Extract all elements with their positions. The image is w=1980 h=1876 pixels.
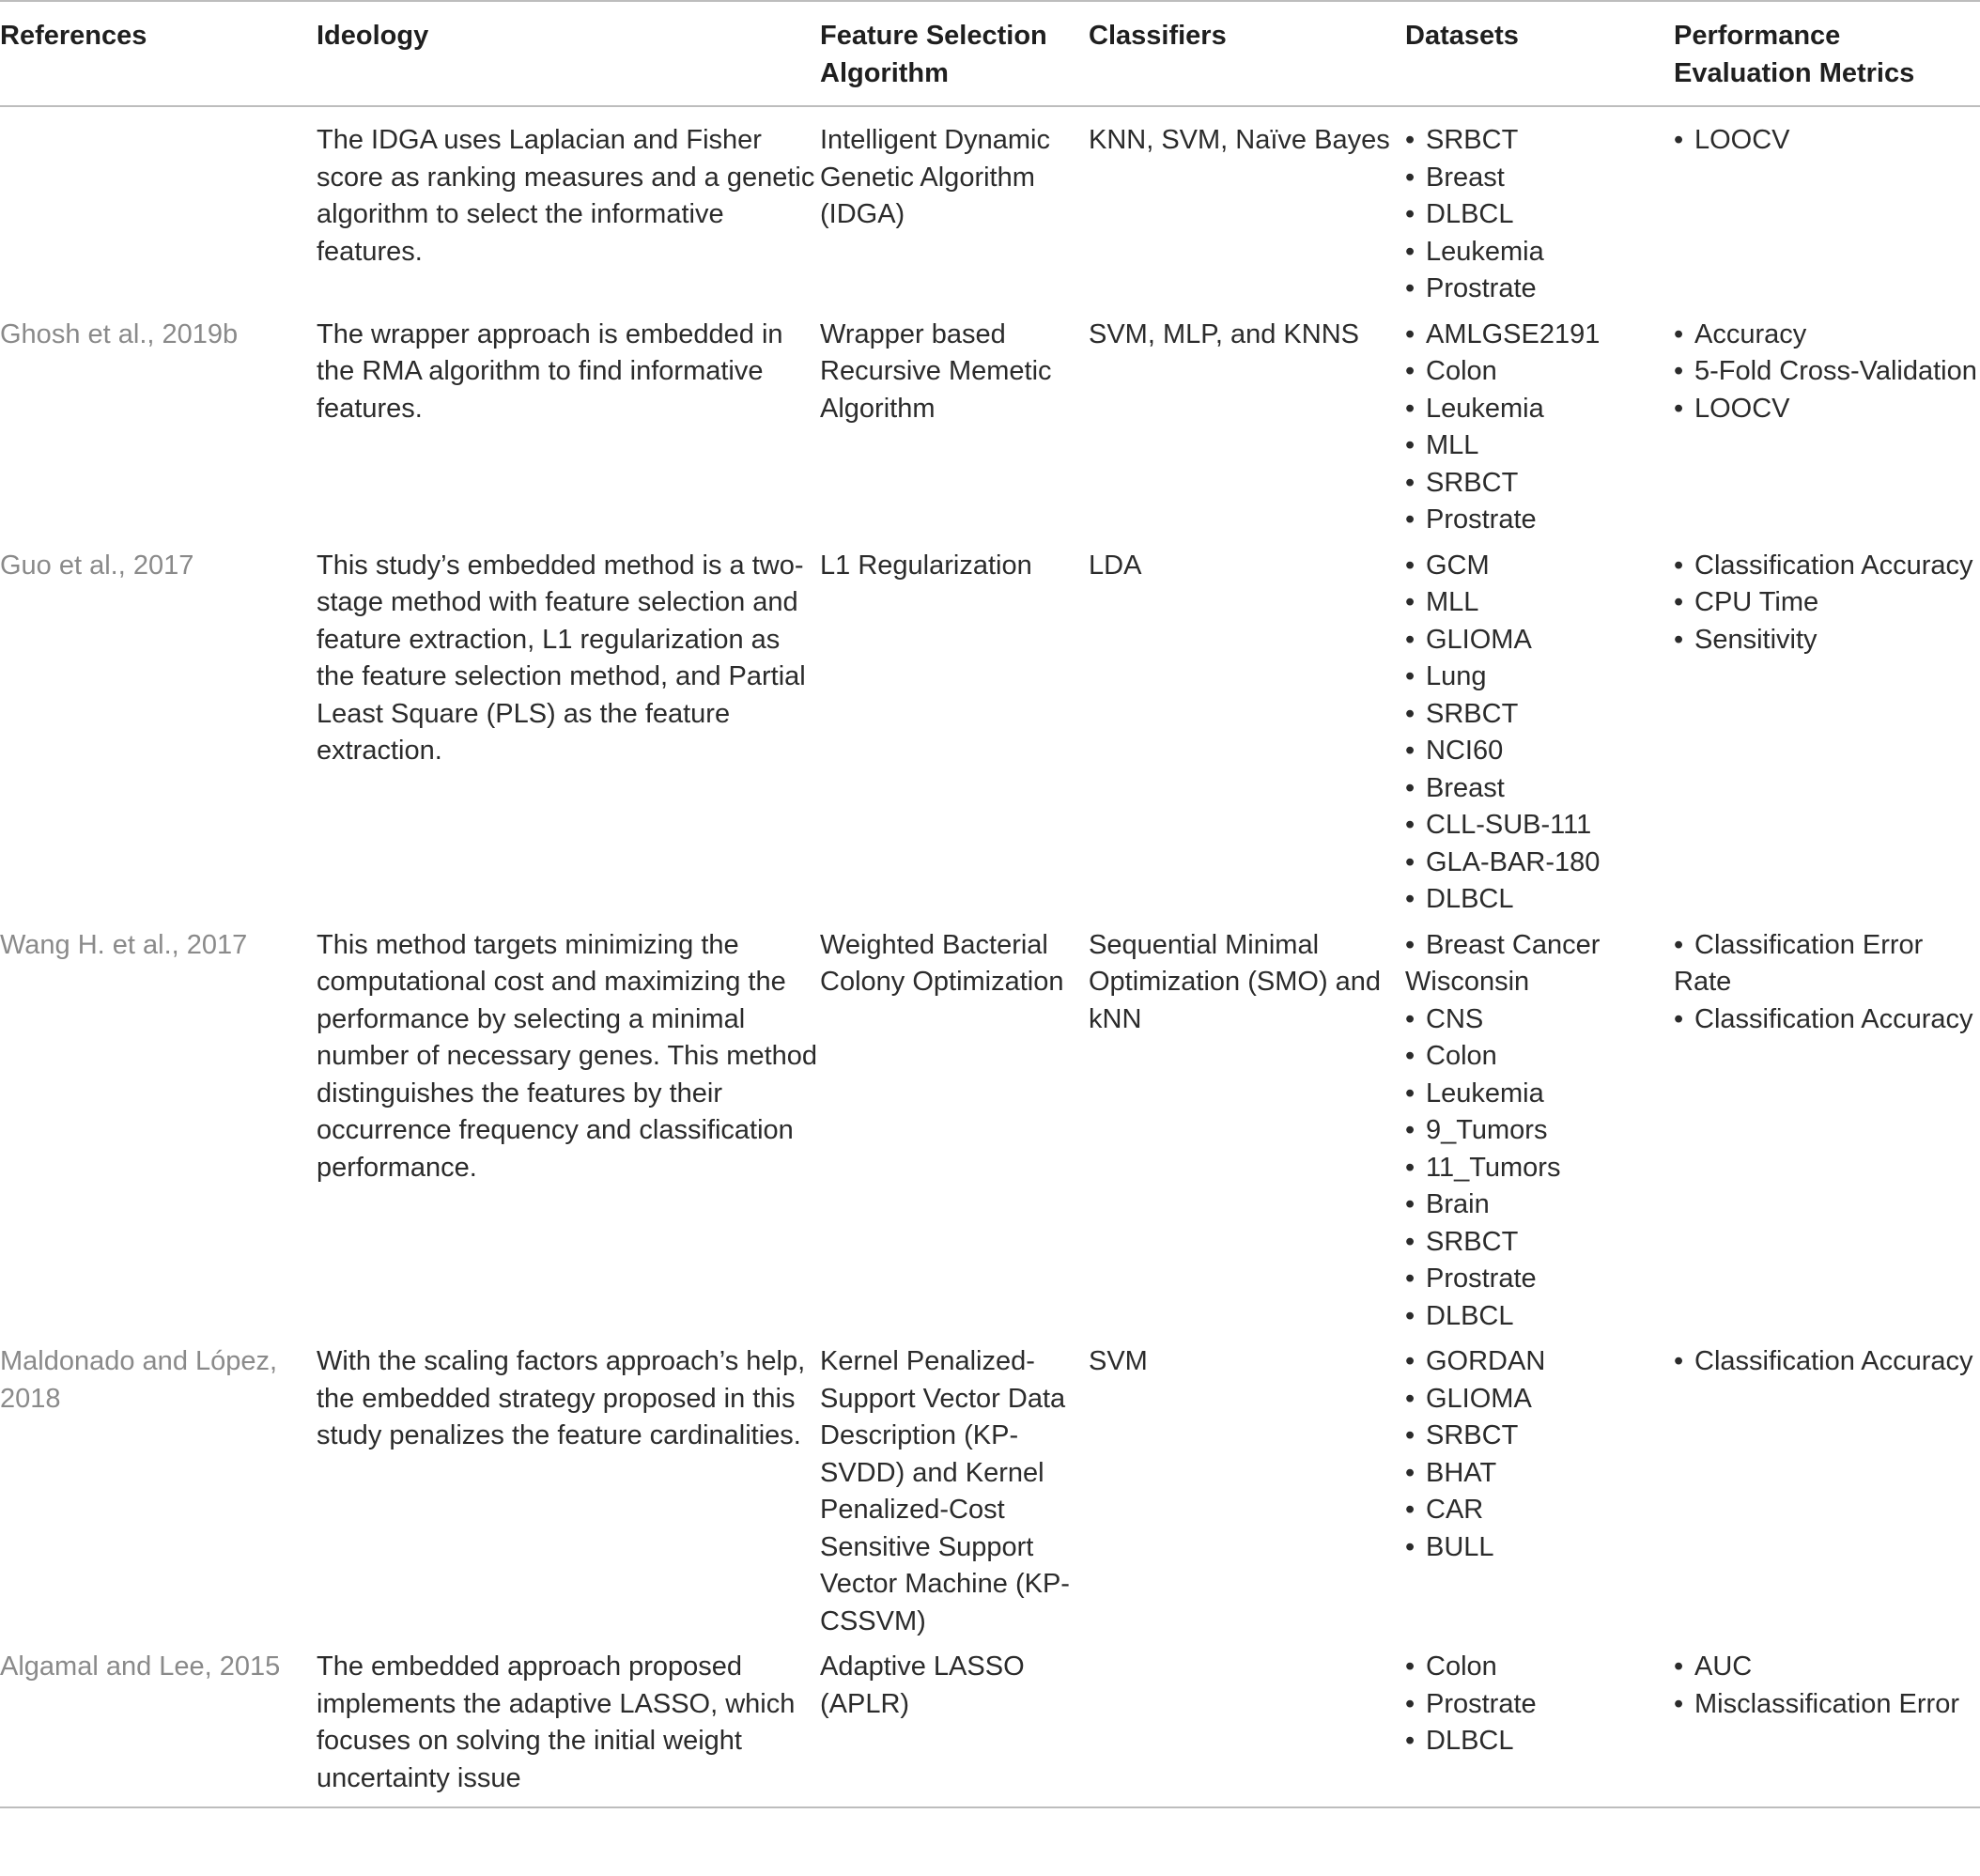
table-row — [0, 543, 1980, 922]
metric-item: • Classification Accuracy — [1674, 1001, 1980, 1039]
dataset-item-list — [1405, 927, 1674, 1336]
metrics-cell — [1674, 1644, 1980, 1807]
dataset-item: • GCM — [1405, 548, 1674, 585]
metric-item-list — [1674, 927, 1980, 1039]
dataset-item: • GLIOMA — [1405, 622, 1674, 659]
dataset-item: • MLL — [1405, 427, 1674, 465]
table-row — [0, 106, 1980, 312]
algorithm-cell: Wrapper based Recursive Memetic Algorithm — [820, 318, 1052, 424]
metrics-cell — [1674, 1339, 1980, 1644]
header-metrics: Performance Evaluation Metrics — [1674, 1, 1980, 106]
dataset-item-list — [1405, 1343, 1674, 1566]
algorithm-cell: L1 Regularization — [820, 550, 1032, 581]
metric-item: • LOOCV — [1674, 391, 1980, 428]
dataset-item: • Colon — [1405, 353, 1674, 391]
metric-item: • 5-Fold Cross-Validation — [1674, 353, 1980, 391]
dataset-item: • NCI60 — [1405, 733, 1674, 770]
dataset-item: • SRBCT — [1405, 1418, 1674, 1455]
header-classifiers: Classifiers — [1089, 1, 1405, 106]
header-feature-selection: Feature Selection Algorithm — [820, 1, 1089, 106]
datasets-cell — [1405, 543, 1674, 922]
dataset-item: • MLL — [1405, 584, 1674, 622]
classifiers-cell — [1089, 1644, 1405, 1807]
metric-item: • CPU Time — [1674, 584, 1980, 622]
ideology-cell: With the scaling factors approach’s help, the embedded strategy proposed in this study penalizes the feature cardinalities. — [317, 1346, 806, 1450]
dataset-item: • DLBCL — [1405, 881, 1674, 919]
dataset-item: • SRBCT — [1405, 122, 1674, 160]
dataset-item: • BHAT — [1405, 1455, 1674, 1493]
dataset-item: • DLBCL — [1405, 1723, 1674, 1760]
reference-cell: Algamal and Lee, 2015 — [0, 1644, 317, 1807]
metrics-cell — [1674, 312, 1980, 543]
datasets-cell — [1405, 1644, 1674, 1807]
table-row — [0, 1644, 1980, 1807]
dataset-item: • 9_Tumors — [1405, 1112, 1674, 1150]
reference-cell: Guo et al., 2017 — [0, 550, 194, 581]
metric-item-list — [1674, 122, 1980, 160]
dataset-item: • Leukemia — [1405, 391, 1674, 428]
metrics-cell — [1674, 543, 1980, 922]
classifiers-cell: Sequential Minimal Optimization (SMO) and kNN — [1089, 929, 1382, 1034]
dataset-item: • DLBCL — [1405, 196, 1674, 234]
metric-item: • Accuracy — [1674, 317, 1980, 354]
header-datasets: Datasets — [1405, 1, 1674, 106]
dataset-item: • Breast Cancer Wisconsin — [1405, 927, 1674, 1001]
ideology-cell: The embedded approach proposed implements the adaptive LASSO, which focuses on solving the initial weight uncertainty issue — [317, 1644, 820, 1807]
classifiers-cell: SVM — [1089, 1346, 1148, 1376]
dataset-item: • SRBCT — [1405, 465, 1674, 503]
dataset-item: • SRBCT — [1405, 1224, 1674, 1262]
classifiers-cell: SVM, MLP, and KNNS — [1089, 318, 1359, 349]
ideology-cell: The IDGA uses Laplacian and Fisher score as ranking measures and a genetic algorithm to select the informative features. — [317, 125, 815, 267]
dataset-item: • SRBCT — [1405, 696, 1674, 734]
datasets-cell — [1405, 922, 1674, 1340]
algorithm-cell: Adaptive LASSO (APLR) — [820, 1644, 1089, 1807]
reference-cell — [0, 106, 317, 312]
reference-cell: Wang H. et al., 2017 — [0, 929, 248, 960]
dataset-item-list — [1405, 317, 1674, 539]
header-references: References — [0, 1, 317, 106]
classifiers-cell: LDA — [1089, 550, 1142, 581]
table-body — [0, 106, 1980, 1807]
dataset-item: • Prostrate — [1405, 1261, 1674, 1298]
table-row — [0, 312, 1980, 543]
algorithm-cell: Kernel Penalized-Support Vector Data Description (KP-SVDD) and Kernel Penalized-Cost Sensitive Support Vector Machine (KP-CSSVM) — [820, 1346, 1070, 1636]
dataset-item: • Leukemia — [1405, 234, 1674, 271]
dataset-item: • Prostrate — [1405, 1686, 1674, 1724]
metric-item: • LOOCV — [1674, 122, 1980, 160]
metric-item: • Classification Error Rate — [1674, 927, 1980, 1001]
dataset-item-list — [1405, 122, 1674, 308]
header-row — [0, 1, 1980, 106]
metric-item: • Misclassification Error — [1674, 1686, 1980, 1724]
reference-cell: Ghosh et al., 2019b — [0, 318, 239, 349]
dataset-item: • CNS — [1405, 1001, 1674, 1039]
dataset-item: • GLIOMA — [1405, 1381, 1674, 1419]
dataset-item: • GORDAN — [1405, 1343, 1674, 1381]
dataset-item: • BULL — [1405, 1529, 1674, 1567]
dataset-item: • Lung — [1405, 659, 1674, 696]
metric-item-list — [1674, 317, 1980, 428]
metrics-cell — [1674, 106, 1980, 312]
metric-item: • Classification Accuracy — [1674, 1343, 1980, 1381]
metric-item: • AUC — [1674, 1649, 1980, 1686]
metric-item-list — [1674, 548, 1980, 659]
ideology-cell: This method targets minimizing the computational cost and maximizing the performance by selecting a minimal number of necessary genes. This method distinguishes the features by their occurrence frequency and classification performance. — [317, 929, 818, 1183]
dataset-item: • Leukemia — [1405, 1076, 1674, 1113]
algorithm-cell: Intelligent Dynamic Genetic Algorithm (IDGA) — [820, 125, 1050, 229]
dataset-item: • Brain — [1405, 1186, 1674, 1224]
classifiers-cell: KNN, SVM, Naïve Bayes — [1089, 125, 1390, 155]
dataset-item: • CAR — [1405, 1492, 1674, 1529]
reference-cell: Maldonado and López, 2018 — [0, 1346, 278, 1414]
dataset-item: • DLBCL — [1405, 1298, 1674, 1336]
table-row — [0, 1339, 1980, 1644]
ideology-cell: The wrapper approach is embedded in the RMA algorithm to find informative features. — [317, 318, 783, 424]
ideology-cell: This study’s embedded method is a two-stage method with feature selection and feature extraction, L1 regularization as the feature selection method, and Partial Least Square (PLS) as the feature extraction. — [317, 550, 806, 766]
dataset-item: • Prostrate — [1405, 502, 1674, 539]
dataset-item: • 11_Tumors — [1405, 1150, 1674, 1187]
metric-item: • Sensitivity — [1674, 622, 1980, 659]
algorithm-cell: Weighted Bacterial Colony Optimization — [820, 929, 1064, 997]
metric-item: • Classification Accuracy — [1674, 548, 1980, 585]
metrics-cell — [1674, 922, 1980, 1340]
dataset-item-list — [1405, 548, 1674, 919]
dataset-item: • Breast — [1405, 770, 1674, 808]
dataset-item: • AMLGSE2191 — [1405, 317, 1674, 354]
dataset-item-list — [1405, 1649, 1674, 1760]
dataset-item: • Colon — [1405, 1649, 1674, 1686]
dataset-item: • GLA-BAR-180 — [1405, 845, 1674, 882]
dataset-item: • Colon — [1405, 1038, 1674, 1076]
dataset-item: • CLL-SUB-111 — [1405, 807, 1674, 845]
datasets-cell — [1405, 106, 1674, 312]
dataset-item: • Prostrate — [1405, 271, 1674, 308]
metric-item-list — [1674, 1649, 1980, 1723]
table-row — [0, 922, 1980, 1340]
header-ideology: Ideology — [317, 1, 820, 106]
dataset-item: • Breast — [1405, 160, 1674, 197]
datasets-cell — [1405, 312, 1674, 543]
datasets-cell — [1405, 1339, 1674, 1644]
metric-item-list — [1674, 1343, 1980, 1381]
